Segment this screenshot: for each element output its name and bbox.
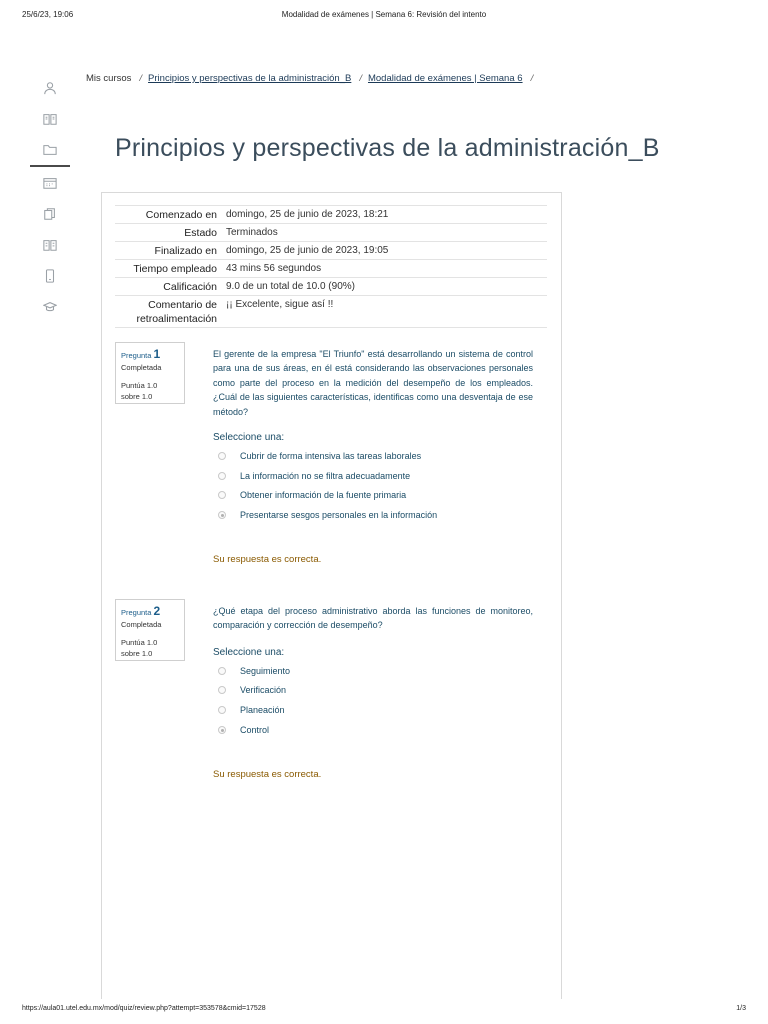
answer-option[interactable] [218, 508, 437, 522]
breadcrumb-exam[interactable]: Modalidad de exámenes | Semana 6 [367, 73, 523, 84]
summary-value: 43 mins 56 segundos [222, 260, 547, 278]
files-icon[interactable] [30, 198, 70, 229]
print-page-number: 1/3 [736, 1005, 746, 1012]
breadcrumb [86, 73, 539, 84]
question-mark: Puntúa 1.0 [121, 381, 158, 390]
answer-option[interactable] [218, 703, 285, 717]
answer-option-label: Verificación [240, 685, 287, 695]
attempt-summary-table [115, 205, 547, 328]
summary-value: domingo, 25 de junio de 2023, 18:21 [222, 206, 547, 224]
breadcrumb-separator: / [359, 73, 362, 84]
sidebar [30, 72, 70, 322]
radio-button-selected[interactable] [218, 511, 226, 519]
graduation-cap-icon[interactable] [30, 291, 70, 322]
print-url: https://aula01.utel.edu.mx/mod/quiz/review.php?attempt=353578&cmid=17528 [22, 1005, 266, 1012]
summary-key: Comenzado en [115, 206, 222, 224]
summary-key: Comentario de retroalimentación [115, 296, 222, 328]
radio-button-selected[interactable] [218, 726, 226, 734]
summary-key: Finalizado en [115, 242, 222, 260]
answer-option-label: La información no se filtra adecuadamente [240, 471, 411, 481]
answer-prompt: Seleccione una: [213, 647, 285, 658]
question-state: Completada [121, 620, 162, 629]
breadcrumb-my-courses[interactable]: Mis cursos [86, 73, 132, 84]
radio-button[interactable] [218, 452, 226, 460]
question-info-box [115, 342, 185, 404]
summary-value: domingo, 25 de junio de 2023, 19:05 [222, 242, 547, 260]
summary-value: ¡¡ Excelente, sigue así !! [222, 296, 547, 328]
summary-row [115, 224, 547, 242]
question-mark: Puntúa 1.0 [121, 638, 158, 647]
answer-option[interactable] [218, 469, 410, 483]
print-date: 25/6/23, 19:06 [22, 10, 74, 19]
question-info-box [115, 599, 185, 661]
answer-option-label: Control [240, 725, 270, 735]
print-title: Modalidad de exámenes | Semana 6: Revisión del intento [281, 10, 487, 19]
radio-button[interactable] [218, 686, 226, 694]
breadcrumb-course[interactable]: Principios y perspectivas de la administración_B [148, 73, 352, 84]
answer-feedback: Su respuesta es correcta. [213, 769, 322, 780]
question-number: 2 [153, 604, 161, 618]
breadcrumb-separator: / [530, 73, 534, 84]
answer-option[interactable] [218, 683, 286, 697]
question-mark-total: sobre 1.0 [121, 392, 153, 401]
summary-key: Calificación [115, 278, 222, 296]
library-icon[interactable] [30, 229, 70, 260]
summary-row [115, 242, 547, 260]
page-title: Principios y perspectivas de la administración_B [115, 134, 660, 162]
mobile-icon[interactable] [30, 260, 70, 291]
answer-option[interactable] [218, 449, 421, 463]
question-mark-total: sobre 1.0 [121, 649, 153, 658]
radio-button[interactable] [218, 667, 226, 675]
answer-option[interactable] [218, 664, 290, 678]
answer-option-label: Obtener información de la fuente primaria [240, 490, 407, 500]
answer-option-label: Seguimiento [240, 666, 291, 676]
participants-icon[interactable] [30, 72, 70, 103]
breadcrumb-separator: / [139, 73, 143, 84]
question-text: ¿Qué etapa del proceso administrativo aborda las funciones de monitoreo, comparación y corrección de desempeño? [213, 606, 533, 631]
summary-key: Estado [115, 224, 222, 242]
radio-button[interactable] [218, 491, 226, 499]
summary-row [115, 206, 547, 224]
summary-value: 9.0 de un total de 10.0 (90%) [222, 278, 547, 296]
question-state: Completada [121, 363, 162, 372]
radio-button[interactable] [218, 706, 226, 714]
question-label: Pregunta [121, 608, 152, 617]
question-label: Pregunta [121, 351, 152, 360]
summary-row [115, 296, 547, 328]
grades-icon[interactable] [30, 103, 70, 134]
folder-icon[interactable] [30, 134, 70, 167]
answer-feedback: Su respuesta es correcta. [213, 554, 322, 565]
calendar-icon[interactable] [30, 167, 70, 198]
summary-row [115, 260, 547, 278]
radio-button[interactable] [218, 472, 226, 480]
answer-option[interactable] [218, 723, 269, 737]
summary-row [115, 278, 547, 296]
question-text: El gerente de la empresa "El Triunfo" está desarrollando un sistema de control para una de sus áreas, en él está considerando las observaciones personales como parte del proceso en la medición del desempeño de los empleados. ¿Cuál de las siguientes características, identificas como una desventaja de ese método? [213, 349, 533, 417]
summary-key: Tiempo empleado [115, 260, 222, 278]
answer-option-label: Planeación [240, 705, 285, 715]
summary-value: Terminados [222, 224, 547, 242]
answer-option-label: Presentarse sesgos personales en la información [240, 510, 438, 520]
answer-option-label: Cubrir de forma intensiva las tareas laborales [240, 451, 422, 461]
question-number: 1 [153, 347, 161, 361]
answer-option[interactable] [218, 488, 406, 502]
answer-prompt: Seleccione una: [213, 432, 285, 443]
